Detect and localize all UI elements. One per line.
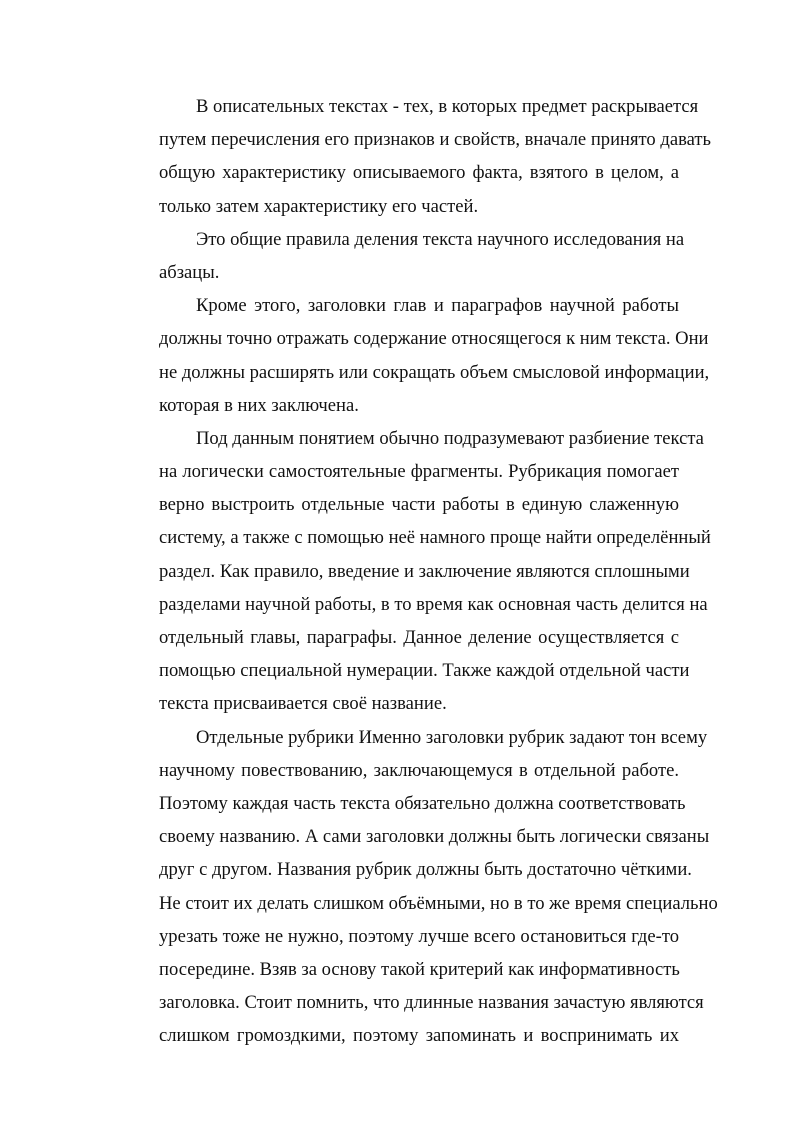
text-line: текста присваивается своё название. bbox=[159, 693, 447, 715]
text-line: друг с другом. Названия рубрик должны быть достаточно чёткими. bbox=[159, 859, 692, 881]
text-line: путем перечисления его признаков и свойств, вначале принято давать bbox=[159, 129, 711, 151]
text-line: Это общие правила деления текста научного исследования на bbox=[196, 228, 685, 250]
text-line: не должны расширять или сокращать объем смысловой информации, bbox=[159, 361, 710, 383]
text-line: систему, а также с помощью неё намного проще найти определённый bbox=[159, 527, 711, 549]
paragraph-5 bbox=[122, 721, 718, 1053]
text-line: заголовка. Стоит помнить, что длинные названия зачастую являются bbox=[159, 992, 704, 1014]
text-line: научному повествованию, заключающемуся в отдельной работе. bbox=[159, 759, 679, 781]
text-line: абзацы. bbox=[159, 261, 220, 283]
text-line: Не стоит их делать слишком объёмными, но в то же время специально bbox=[159, 892, 718, 914]
text-line: помощью специальной нумерации. Также каждой отдельной части bbox=[159, 660, 690, 682]
paragraph-3 bbox=[122, 289, 710, 422]
text-line: Кроме этого, заголовки глав и параграфов научной работы bbox=[196, 295, 679, 317]
text-line: которая в них заключена. bbox=[159, 394, 359, 416]
text-line: раздел. Как правило, введение и заключение являются сплошными bbox=[159, 560, 690, 582]
text-line: Под данным понятием обычно подразумевают разбиение текста bbox=[196, 427, 704, 449]
text-line: посередине. Взяв за основу такой критерий как информативность bbox=[159, 958, 680, 980]
text-line: на логически самостоятельные фрагменты. Рубрикация помогает bbox=[159, 461, 679, 483]
paragraph-2 bbox=[122, 223, 685, 289]
text-line: разделами научной работы, в то время как основная часть делится на bbox=[159, 593, 708, 615]
text-line: В описательных текстах - тех, в которых предмет раскрывается bbox=[196, 96, 699, 117]
text-line: верно выстроить отдельные части работы в единую слаженную bbox=[159, 494, 679, 516]
text-line: своему названию. А сами заголовки должны быть логически связаны bbox=[159, 826, 710, 848]
text-line: Отдельные рубрики Именно заголовки рубрик задают тон всему bbox=[196, 726, 708, 748]
text-line: слишком громоздкими, поэтому запоминать и воспринимать их bbox=[159, 1025, 679, 1047]
text-line: отдельный главы, параграфы. Данное деление осуществляется с bbox=[159, 627, 679, 648]
text-line: общую характеристику описываемого факта, взятого в целом, а bbox=[159, 162, 679, 184]
text-line: должны точно отражать содержание относящегося к ним текста. Они bbox=[159, 328, 709, 350]
text-line: урезать тоже не нужно, поэтому лучше всего остановиться где-то bbox=[159, 925, 679, 947]
text-line: только затем характеристику его частей. bbox=[159, 195, 479, 217]
paragraph-1 bbox=[122, 90, 711, 223]
text-line: Поэтому каждая часть текста обязательно должна соответствовать bbox=[159, 792, 686, 814]
paragraph-4 bbox=[122, 422, 711, 721]
document-body bbox=[122, 90, 718, 1052]
